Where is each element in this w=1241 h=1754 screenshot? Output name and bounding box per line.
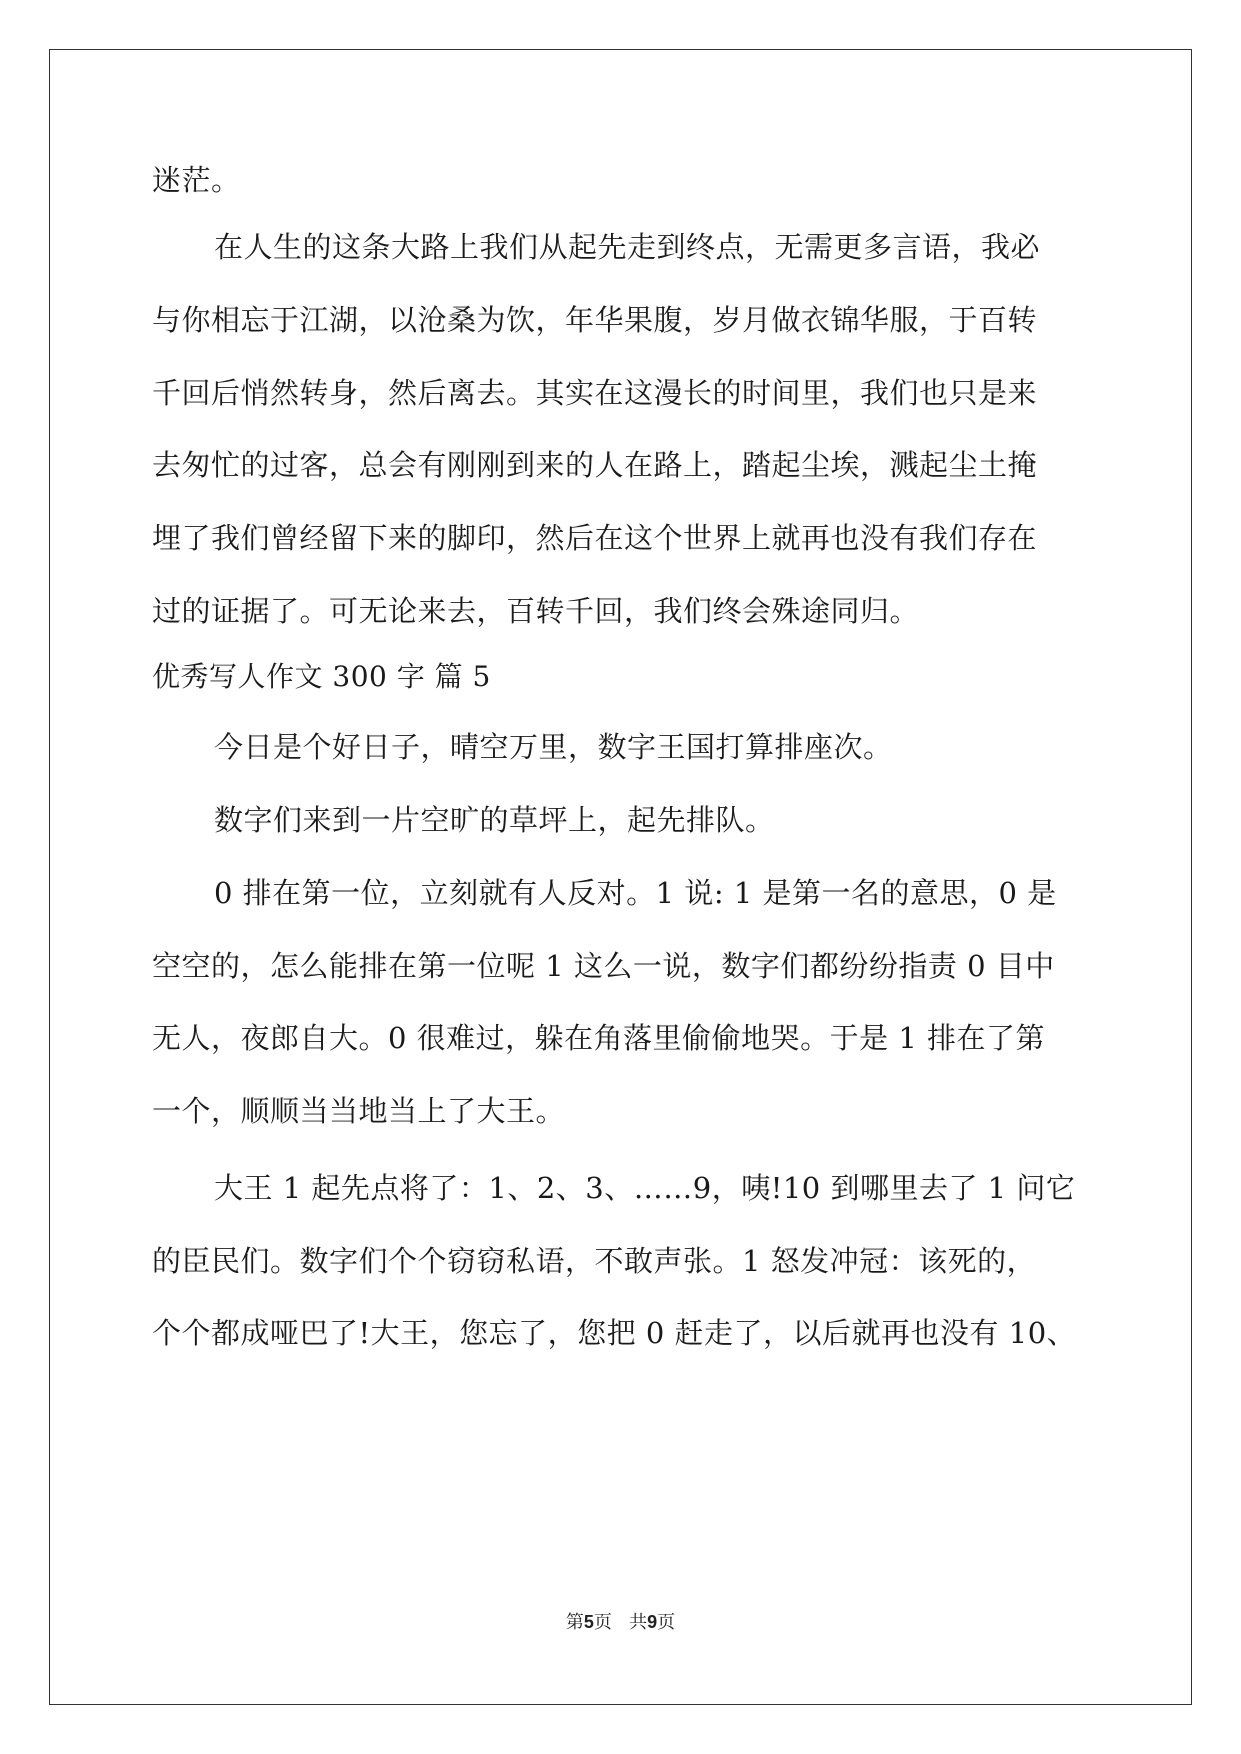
text-line: 个个都成哑巴了!大王，您忘了，您把 0 赶走了，以后就再也没有 10、 xyxy=(152,1316,1077,1350)
page-footer xyxy=(0,1608,1241,1634)
text-line: 一个，顺顺当当地当上了大王。 xyxy=(152,1094,566,1128)
text-line: 迷茫。 xyxy=(152,163,241,197)
text-line: 去匆忙的过客，总会有刚刚到来的人在路上，踏起尘埃，溅起尘土掩 xyxy=(152,448,1038,482)
paragraph-start: 0 排在第一位，立刻就有人反对。1 说: 1 是第一名的意思，0 是 xyxy=(214,876,1057,910)
text-line: 埋了我们曾经留下来的脚印，然后在这个世界上就再也没有我们存在 xyxy=(152,521,1038,555)
text-line: 千回后悄然转身，然后离去。其实在这漫长的时间里，我们也只是来 xyxy=(152,376,1038,410)
text-line: 无人，夜郎自大。0 很难过，躲在角落里偷偷地哭。于是 1 排在了第 xyxy=(152,1021,1046,1055)
text-line: 的臣民们。数字们个个窃窃私语，不敢声张。1 怒发冲冠：该死的， xyxy=(152,1244,1037,1278)
section-heading: 优秀写人作文 300 字 篇 5 xyxy=(152,660,491,693)
paragraph-start: 数字们来到一片空旷的草坪上，起先排队。 xyxy=(214,803,775,837)
paragraph-start: 在人生的这条大路上我们从起先走到终点，无需更多言语，我必 xyxy=(214,230,1041,264)
footer-suffix: 页 xyxy=(657,1612,676,1633)
paragraph-start: 大王 1 起先点将了：1、2、3、……9，咦!10 到哪里去了 1 问它 xyxy=(214,1171,1076,1205)
text-line: 过的证据了。可无论来去，百转千回，我们终会殊途同归。 xyxy=(152,594,920,628)
total-pages-number: 9 xyxy=(647,1612,658,1632)
paragraph-start: 今日是个好日子，晴空万里，数字王国打算排座次。 xyxy=(214,730,893,764)
footer-prefix: 第 xyxy=(565,1612,584,1633)
text-line: 空空的，怎么能排在第一位呢 1 这么一说，数字们都纷纷指责 0 目中 xyxy=(152,949,1055,983)
text-line: 与你相忘于江湖，以沧桑为饮，年华果腹，岁月做衣锦华服，于百转 xyxy=(152,303,1038,337)
current-page-number: 5 xyxy=(583,1612,594,1632)
footer-middle: 页 共 xyxy=(593,1612,648,1633)
